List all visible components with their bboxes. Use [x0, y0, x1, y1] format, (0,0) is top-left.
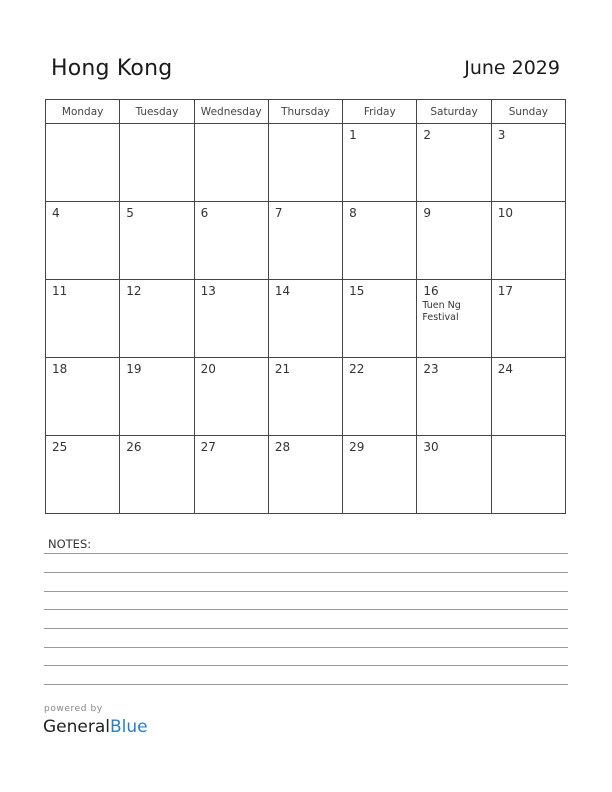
weekday-header: Wednesday [194, 100, 268, 124]
day-cell [46, 124, 120, 202]
weekday-header: Monday [46, 100, 120, 124]
day-number: 2 [423, 128, 432, 142]
day-cell [120, 124, 194, 202]
day-number: 1 [349, 128, 357, 142]
day-number: 22 [349, 362, 365, 376]
week-row [46, 124, 566, 202]
weekday-header: Sunday [491, 100, 565, 124]
day-cell [120, 358, 194, 436]
day-number: 24 [497, 362, 513, 376]
day-cell [194, 124, 268, 202]
day-number: 23 [423, 362, 439, 376]
generalblue-logo [43, 717, 148, 737]
day-cell [417, 202, 491, 280]
weekday-header: Saturday [417, 100, 491, 124]
day-cell [194, 436, 268, 514]
note-line [44, 647, 568, 648]
day-cell [268, 358, 342, 436]
calendar-title: Hong Kong [51, 56, 173, 81]
day-number: 12 [126, 284, 142, 298]
day-number: 27 [200, 440, 216, 454]
day-cell [194, 280, 268, 358]
day-number: 3 [497, 128, 506, 142]
day-cell [120, 436, 194, 514]
note-line [44, 609, 568, 610]
day-cell [194, 202, 268, 280]
note-line [44, 684, 568, 685]
note-line [44, 628, 568, 629]
day-cell [194, 358, 268, 436]
day-number: 30 [423, 440, 439, 454]
day-cell [46, 202, 120, 280]
calendar-month-year: June 2029 [464, 57, 560, 79]
holiday-label: Tuen Ng Festival [422, 300, 461, 323]
brand-name-blue: Blue [110, 717, 148, 737]
day-cell [343, 124, 417, 202]
day-cell [417, 280, 491, 358]
day-cell [343, 358, 417, 436]
weekday-header: Thursday [268, 100, 342, 124]
day-cell [417, 436, 491, 514]
day-cell [491, 202, 565, 280]
day-number: 5 [126, 206, 134, 220]
note-line [44, 572, 568, 573]
day-cell [268, 202, 342, 280]
day-cell [120, 202, 194, 280]
month-calendar-grid [45, 99, 566, 514]
day-number: 28 [274, 440, 291, 454]
day-number: 26 [126, 440, 142, 454]
day-number: 18 [52, 362, 68, 376]
day-number: 7 [274, 206, 283, 220]
day-number: 19 [126, 362, 142, 376]
day-cell [417, 124, 491, 202]
week-row [46, 358, 566, 436]
week-row [46, 202, 566, 280]
day-cell [417, 358, 491, 436]
note-line [44, 553, 568, 554]
day-number: 11 [52, 284, 68, 298]
day-cell [491, 358, 565, 436]
notes-label: NOTES: [48, 537, 92, 551]
weekday-header: Tuesday [120, 100, 194, 124]
weekday-header: Friday [343, 100, 417, 124]
day-cell [268, 280, 342, 358]
brand-name-general: General [43, 717, 110, 737]
day-number: 16 [423, 284, 439, 298]
week-row [46, 436, 566, 514]
day-cell [46, 358, 120, 436]
day-cell [343, 280, 417, 358]
day-number: 13 [200, 284, 216, 298]
day-number: 14 [274, 284, 291, 298]
day-cell [268, 436, 342, 514]
day-number: 29 [349, 440, 365, 454]
day-number: 8 [349, 206, 357, 220]
day-cell [46, 436, 120, 514]
day-number: 6 [200, 206, 209, 220]
day-cell [120, 280, 194, 358]
day-cell [491, 436, 565, 514]
day-number: 25 [52, 440, 68, 454]
week-row [46, 280, 566, 358]
note-line [44, 591, 568, 592]
weekday-header-row [46, 100, 566, 124]
day-number: 20 [200, 362, 216, 376]
day-number: 15 [349, 284, 365, 298]
note-line [44, 665, 568, 666]
day-cell [268, 124, 342, 202]
day-cell [491, 124, 565, 202]
day-number: 17 [497, 284, 513, 298]
day-cell [491, 280, 565, 358]
day-number: 21 [274, 362, 291, 376]
day-cell [46, 280, 120, 358]
day-cell [343, 202, 417, 280]
day-cell [343, 436, 417, 514]
day-number: 4 [52, 206, 60, 220]
powered-by-text: powered by [44, 704, 103, 714]
day-number: 9 [423, 206, 432, 220]
day-number: 10 [497, 206, 513, 220]
